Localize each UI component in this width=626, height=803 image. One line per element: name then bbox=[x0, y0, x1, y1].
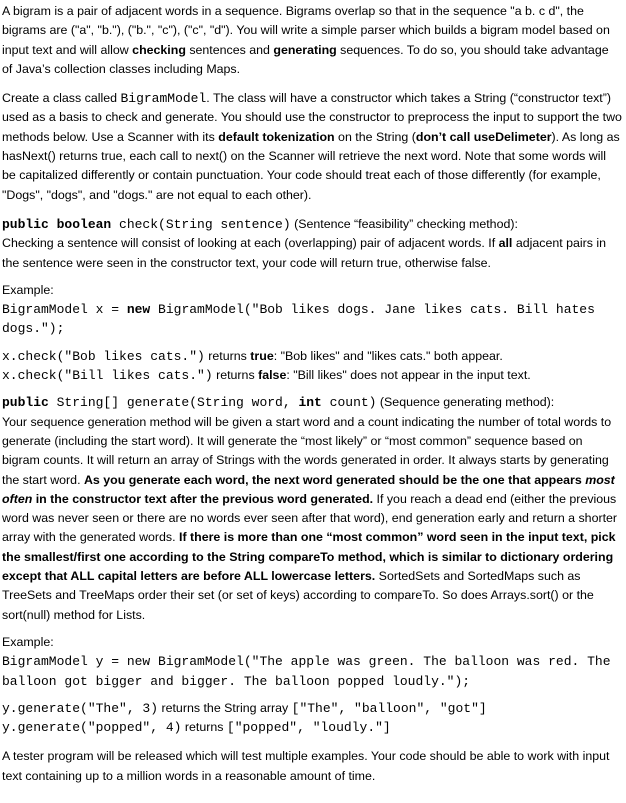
generate-method-description: Your sequence generation method will be given a start word and a count indicating the number of total words to generate (including the start word). It will generate the “most likely” or “most common” sequence based on bigram counts. It will return an array of Strings with the words generated in order. It always starts by generating the start word. As you generate each word, the next word generated should be the one that appears most often in the constructor text after the previous word generated. If you reach a dead end (either the previous word was never seen or there are no words ever seen after that word), end generation early and return a shorter array with the generated words. If there is more than one “most common” word seen in the input text, pick the smallest/first one according to the String compareTo method, which is similar to dictionary ordering except that ALL capital letters are before ALL lowercase letters. SortedSets and SortedMaps such as TreeSets and TreeMaps order their set (or set of keys) according to compareTo. So does Arrays.sort() or the sort(null) method for Lists. bbox=[2, 414, 618, 622]
generate-example-line-2: y.generate("popped", 4) returns ["popped", "loudly."] bbox=[2, 720, 391, 736]
closing-paragraph: A tester program will be released which will test multiple examples. Your code should be able to work with input text containing up to a million words in a reasonable amount of time. bbox=[2, 749, 610, 783]
check-example-code: BigramModel x = new BigramModel("Bob likes dogs. Jane likes cats. Bill hates dogs."); bbox=[2, 302, 603, 337]
intro-paragraph: A bigram is a pair of adjacent words in a sequence. Bigrams overlap so that in the sequence "a b. c d", the bigrams are ("a", "b."), ("b.", "c"), ("c", "d"). You will write a simple parser which builds a bigram model based on input text and will allow checking sentences and generating sequences. To do so, you should take advantage of Java’s collection classes including Maps. bbox=[2, 4, 610, 76]
check-example-label: Example: bbox=[2, 282, 54, 297]
generate-method-heading: public String[] generate(String word, int count) (Sequence generating method): bbox=[2, 395, 555, 411]
generate-example-label: Example: bbox=[2, 634, 54, 649]
check-example-line-1: x.check("Bob likes cats.") returns true: "Bob likes" and "likes cats." both appear. bbox=[2, 348, 503, 364]
generate-example-code: BigramModel y = new BigramModel("The apple was green. The balloon was red. The balloon got bigger and bigger. The balloon popped loudly."); bbox=[2, 654, 619, 689]
class-name-code: BigramModel bbox=[120, 91, 207, 107]
check-method-heading: public boolean check(String sentence) (Sentence “feasibility” checking method): bbox=[2, 216, 518, 232]
check-method-description: Checking a sentence will consist of looking at each (overlapping) pair of adjacent words. If all adjacent pairs in the sentence were seen in the constructor text, your code will return true, otherwise false. bbox=[2, 236, 607, 270]
check-example-line-2: x.check("Bill likes cats.") returns false: "Bill likes" does not appear in the input text. bbox=[2, 368, 531, 384]
class-description-paragraph: Create a class called BigramModel. The class will have a constructor which takes a String (“constructor text”) used as a basis to check and generate. You should use the constructor to preprocess the input to support the two methods below. Use a Scanner with its default tokenization on the String (don’t call useDelimeter). As long as hasNext() returns true, each call to next() on the Scanner will retrieve the next word. Note that some words will be capitalized differently or contain punctuation. Your code should treat each of those differently (for example, "Dogs", "dogs", and "dogs." are not equal to each other). bbox=[2, 91, 622, 202]
generate-example-line-1: y.generate("The", 3) returns the String array ["The", "balloon", "got"] bbox=[2, 700, 487, 716]
